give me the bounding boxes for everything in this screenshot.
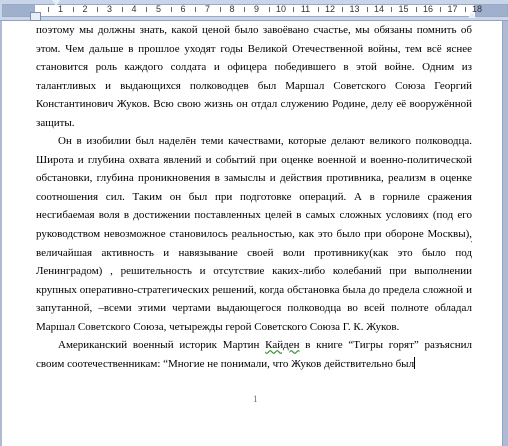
paragraph-3-text-a: Американский военный историк Мартин	[58, 339, 266, 352]
left-indent-marker[interactable]	[30, 12, 41, 21]
ruler-tick	[318, 7, 319, 12]
ruler-label: 9	[253, 4, 260, 14]
ruler-tick	[244, 7, 245, 12]
ruler-tick	[73, 7, 74, 12]
ruler-label: 16	[422, 4, 434, 14]
page-number: 1	[253, 394, 258, 404]
ruler-label: 3	[106, 4, 113, 14]
ruler-tick	[146, 7, 147, 12]
ruler-tick	[342, 7, 343, 12]
ruler-tick	[416, 7, 417, 12]
paragraph-3-text-b: в книге “Тигры горят” разъяснил своим соотечественникам: “Многие не понимали, что Жуков действительно был	[36, 339, 472, 370]
paragraph-1	[36, 21, 472, 132]
paragraph-3	[36, 336, 472, 373]
ruler-tick	[97, 7, 98, 12]
spelling-flag[interactable]: Кайден	[265, 339, 300, 352]
ruler-tick	[220, 7, 221, 12]
ruler-label: 15	[398, 4, 409, 14]
ruler-label: 10	[275, 4, 287, 14]
ruler-label: 12	[324, 4, 336, 14]
ruler-label: 2	[82, 4, 88, 14]
ruler-label: 11	[300, 4, 311, 14]
text-cursor	[414, 357, 415, 369]
grammar-flag[interactable]: ,	[469, 228, 472, 241]
document-body[interactable]	[36, 21, 472, 373]
ruler-tick	[195, 7, 196, 12]
right-indent-marker[interactable]	[468, 12, 476, 18]
ruler-tick	[367, 7, 368, 12]
ruler-tick	[391, 7, 392, 12]
ruler-tick	[122, 7, 123, 12]
ruler-label: 4	[131, 4, 137, 14]
ruler-tick	[440, 7, 441, 12]
ruler-label: 8	[229, 4, 235, 14]
ruler-label: 17	[447, 4, 458, 14]
ruler-tick	[48, 7, 49, 12]
horizontal-ruler[interactable]	[0, 0, 508, 21]
paragraph-1-text: этом. Чем дальше в прошлое уходят годы Великой Отечественной войны, тем всё яснее становится роль каждого солдата и офицера победившего в этой войне. Одним из талантливых и выдающихся полководцев был Маршал Советского Союза Георгий Константинович Жуков. Всю свою жизнь он отдал служению Родине, делу её вооружённой защиты.	[36, 42, 472, 129]
ruler-tick	[465, 7, 466, 12]
ruler-tick	[293, 7, 294, 12]
ruler-tick	[269, 7, 270, 12]
first-line-indent-marker[interactable]	[52, 0, 60, 6]
ruler-label: 6	[180, 4, 186, 14]
paragraph-2-text-b: величайшая активность и навязывание своей воли противнику(как это было под Ленинградом) , решительность и отсутствие каких-либо колебаний при выполнении крупных оперативно-стратегических решений, когда обстановка была до предела сложной и запутанной, –всеми этими чертами выдающегося полководца во всей полноте обладал Маршал Советского Союза, четырежды герой Советского Союза Г. К. Жуков.	[36, 246, 472, 333]
document-page[interactable]	[2, 21, 503, 446]
ruler-label: 7	[204, 4, 211, 14]
ruler-label: 13	[349, 4, 360, 14]
paragraph-1-line-1: поэтому мы должны знать, какой ценой было завоёвано счастье, мы обязаны помнить об	[36, 24, 472, 36]
ruler-label: 5	[155, 4, 162, 14]
ruler-tick	[171, 7, 172, 12]
paragraph-2	[36, 132, 472, 336]
ruler-label: 1	[57, 4, 64, 14]
ruler-label: 14	[373, 4, 385, 14]
ruler-label: 18	[471, 4, 483, 14]
paragraph-2-text-a: Он в изобилии был наделён теми качествами, которые делают великого полководца. Широта и глубина охвата явлений и событий при оценке военной и военно-политической обстановки, глубина проникновения в замыслы и действия противника, реализм в оценке соотношения сил. Таким он был при подготовке операций. А в горниле сражения несгибаемая воля в достижении поставленных целей в самых сложных условиях (под его руководством невозможное становилось реальностью, как это было при обороне Москвы)	[36, 135, 472, 241]
